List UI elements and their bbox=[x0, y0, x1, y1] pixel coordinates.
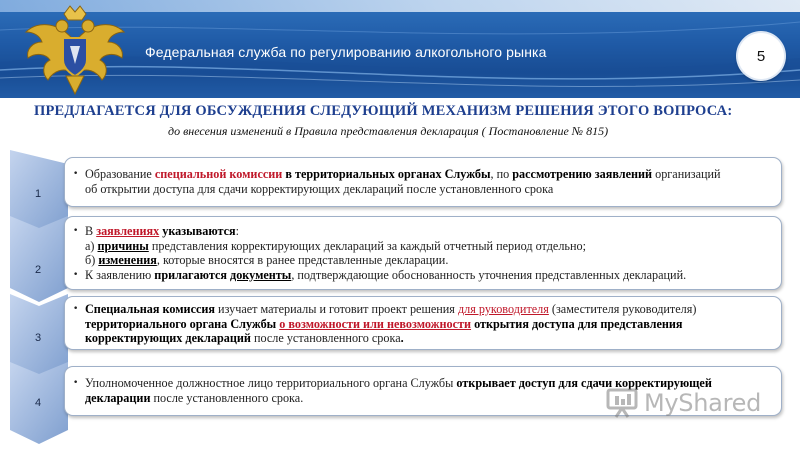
bullet-icon: • bbox=[73, 304, 79, 314]
step-4-chevron bbox=[8, 362, 72, 444]
text: организаций bbox=[652, 167, 721, 181]
bold-text: декларации bbox=[85, 390, 151, 405]
bold-text: территориального органа Службы bbox=[85, 316, 277, 331]
bold-text: указываются bbox=[159, 224, 236, 238]
step-2-line-4 bbox=[65, 268, 781, 283]
text: изучает материалы и готовит проект решения bbox=[215, 302, 458, 316]
bold-text: в территориальных органах Службы bbox=[282, 167, 491, 181]
highlight-text: заявлениях bbox=[96, 224, 160, 238]
step-1-line-1 bbox=[65, 167, 781, 182]
bullet-icon: • bbox=[73, 226, 79, 236]
double-headed-eagle-emblem-icon bbox=[20, 2, 130, 98]
bold-text: документы bbox=[230, 267, 292, 282]
presentation-board-icon bbox=[606, 388, 638, 418]
agency-name: Федеральная служба по регулированию алкогольного рынка bbox=[145, 44, 547, 60]
text: Уполномоченное должностное лицо территориального органа Службы bbox=[85, 376, 457, 390]
step-2-chevron bbox=[8, 216, 72, 302]
step-4-number: 4 bbox=[34, 397, 42, 409]
bullet-icon: • bbox=[73, 378, 79, 388]
slide-title: ПРЕДЛАГАЕТСЯ ДЛЯ ОБСУЖДЕНИЯ СЛЕДУЮЩИЙ МЕХАНИЗМ РЕШЕНИЯ ЭТОГО ВОПРОСА: bbox=[34, 103, 733, 119]
step-1-card bbox=[64, 157, 782, 207]
step-3-card bbox=[64, 296, 782, 350]
text: после установленного срока bbox=[250, 331, 401, 345]
bold-text: изменения bbox=[98, 253, 157, 267]
bold-text: открывает доступ для сдачи корректирующей bbox=[456, 376, 712, 390]
text: , которые вносятся в ранее представленные декларации. bbox=[156, 253, 449, 267]
step-3-line-1 bbox=[65, 302, 781, 317]
header-banner bbox=[0, 0, 800, 98]
text: , подтверждающие обоснованность уточнения представленных деклараций. bbox=[291, 267, 687, 282]
step-1-line-2 bbox=[65, 182, 781, 197]
text: б) bbox=[85, 253, 99, 267]
text: представления корректирующих деклараций за каждый отчетный период отдельно; bbox=[148, 238, 586, 253]
step-2-line-1 bbox=[65, 224, 781, 239]
step-3-line-2 bbox=[65, 317, 781, 332]
bold-text: прилагаются bbox=[154, 267, 227, 282]
myshared-watermark bbox=[606, 385, 761, 421]
text: , по bbox=[490, 167, 513, 181]
text: В bbox=[85, 224, 97, 238]
text: об открытии доступа для сдачи корректирующих деклараций после установленного срока bbox=[85, 181, 554, 196]
bold-text: причины bbox=[97, 238, 149, 253]
step-2-number: 2 bbox=[34, 264, 42, 276]
step-2-line-2 bbox=[65, 239, 781, 254]
text: : bbox=[235, 224, 240, 238]
bullet-icon: • bbox=[73, 269, 79, 280]
highlight-text: специальной комиссии bbox=[154, 167, 283, 181]
text: (заместителя руководителя) bbox=[548, 302, 697, 316]
bold-text: корректирующих деклараций bbox=[85, 331, 251, 345]
highlight-text: о возможности или невозможности bbox=[279, 316, 472, 331]
step-2-card bbox=[64, 216, 782, 290]
text: после установленного срока. bbox=[150, 390, 304, 405]
bold-text: Специальная комиссия bbox=[85, 302, 215, 316]
bullet-icon: • bbox=[73, 169, 79, 179]
bold-text: . bbox=[400, 331, 404, 345]
page-number-badge: 5 bbox=[738, 33, 784, 79]
step-3-number: 3 bbox=[34, 332, 42, 344]
text: Образование bbox=[85, 167, 155, 181]
slide-subtitle: до внесения изменений в Правила представления декларация ( Постановление № 815) bbox=[168, 124, 609, 138]
step-1-number: 1 bbox=[34, 188, 42, 200]
bold-text: открытия доступа для представления bbox=[471, 316, 683, 331]
highlight-text: для руководителя bbox=[457, 302, 549, 316]
watermark-text: MyShared bbox=[644, 389, 762, 417]
step-3-line-3 bbox=[65, 331, 781, 346]
step-2-line-3 bbox=[65, 253, 781, 268]
text: К заявлению bbox=[85, 267, 155, 282]
bold-text: рассмотрению заявлений bbox=[512, 167, 653, 181]
text: а) bbox=[85, 238, 98, 253]
